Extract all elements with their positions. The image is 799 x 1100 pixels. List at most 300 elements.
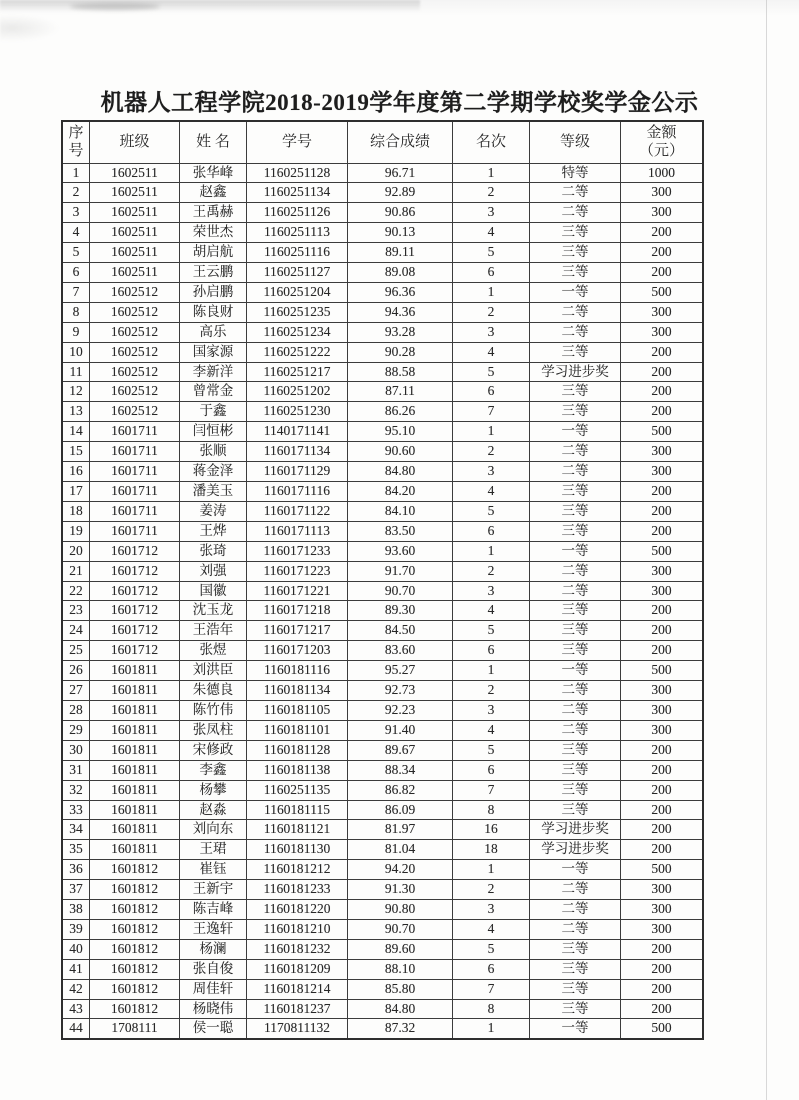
cell-rank: 5: [453, 939, 530, 959]
cell-class: 1601712: [90, 561, 180, 581]
cell-student-id: 1160251222: [247, 342, 348, 362]
cell-score: 90.60: [348, 442, 453, 462]
cell-score: 91.30: [348, 880, 453, 900]
cell-student-id: 1160251113: [247, 223, 348, 243]
cell-name: 宋修政: [180, 740, 247, 760]
cell-level: 三等: [530, 979, 621, 999]
cell-amount: 200: [621, 382, 704, 402]
cell-score: 86.09: [348, 800, 453, 820]
cell-index: 5: [62, 243, 90, 263]
cell-amount: 500: [621, 422, 704, 442]
cell-level: 三等: [530, 402, 621, 422]
cell-rank: 4: [453, 342, 530, 362]
cell-index: 14: [62, 422, 90, 442]
table-row: [62, 282, 703, 302]
cell-amount: 300: [621, 561, 704, 581]
cell-level: 二等: [530, 322, 621, 342]
scholarship-table: [61, 120, 704, 1040]
cell-index: 11: [62, 362, 90, 382]
table-row: [62, 860, 703, 880]
cell-index: 41: [62, 959, 90, 979]
cell-rank: 2: [453, 302, 530, 322]
cell-rank: 4: [453, 601, 530, 621]
cell-rank: 3: [453, 700, 530, 720]
cell-amount: 500: [621, 860, 704, 880]
cell-score: 84.80: [348, 462, 453, 482]
cell-class: 1601712: [90, 641, 180, 661]
cell-student-id: 1160171122: [247, 501, 348, 521]
cell-score: 94.36: [348, 302, 453, 322]
cell-class: 1601812: [90, 880, 180, 900]
cell-score: 93.60: [348, 541, 453, 561]
cell-class: 1601811: [90, 780, 180, 800]
cell-level: 三等: [530, 482, 621, 502]
table-body: [62, 163, 703, 1039]
cell-student-id: 1160181101: [247, 720, 348, 740]
cell-rank: 6: [453, 382, 530, 402]
cell-rank: 5: [453, 362, 530, 382]
scan-paper-edge: [766, 0, 767, 1100]
cell-rank: 7: [453, 402, 530, 422]
cell-amount: 500: [621, 1019, 704, 1039]
cell-name: 王烨: [180, 521, 247, 541]
cell-index: 4: [62, 223, 90, 243]
cell-rank: 6: [453, 263, 530, 283]
cell-level: 三等: [530, 800, 621, 820]
cell-rank: 1: [453, 422, 530, 442]
cell-rank: 1: [453, 661, 530, 681]
cell-index: 20: [62, 541, 90, 561]
cell-index: 40: [62, 939, 90, 959]
cell-rank: 2: [453, 561, 530, 581]
cell-class: 1602511: [90, 243, 180, 263]
cell-name: 张琦: [180, 541, 247, 561]
cell-class: 1602512: [90, 402, 180, 422]
column-header-level: 等级: [530, 121, 621, 163]
table-row: [62, 243, 703, 263]
cell-name: 刘向东: [180, 820, 247, 840]
cell-amount: 200: [621, 740, 704, 760]
cell-index: 32: [62, 780, 90, 800]
cell-student-id: 1160251217: [247, 362, 348, 382]
table-row: [62, 959, 703, 979]
cell-level: 一等: [530, 282, 621, 302]
cell-rank: 5: [453, 243, 530, 263]
cell-level: 二等: [530, 183, 621, 203]
cell-score: 88.10: [348, 959, 453, 979]
cell-amount: 300: [621, 700, 704, 720]
cell-level: 学习进步奖: [530, 840, 621, 860]
cell-name: 国家源: [180, 342, 247, 362]
cell-index: 38: [62, 900, 90, 920]
cell-student-id: 1160181210: [247, 919, 348, 939]
cell-index: 3: [62, 203, 90, 223]
table-row: [62, 641, 703, 661]
cell-level: 三等: [530, 740, 621, 760]
cell-name: 荣世杰: [180, 223, 247, 243]
cell-student-id: 1160251134: [247, 183, 348, 203]
cell-amount: 200: [621, 621, 704, 641]
cell-amount: 200: [621, 243, 704, 263]
table-row: [62, 302, 703, 322]
cell-class: 1601812: [90, 959, 180, 979]
cell-class: 1601711: [90, 521, 180, 541]
cell-index: 23: [62, 601, 90, 621]
cell-rank: 7: [453, 979, 530, 999]
cell-rank: 2: [453, 442, 530, 462]
cell-student-id: 1160181237: [247, 999, 348, 1019]
cell-index: 33: [62, 800, 90, 820]
cell-level: 一等: [530, 1019, 621, 1039]
cell-rank: 1: [453, 541, 530, 561]
table-row: [62, 342, 703, 362]
column-header-rank: 名次: [453, 121, 530, 163]
table-row: [62, 263, 703, 283]
cell-student-id: 1160181232: [247, 939, 348, 959]
cell-amount: 500: [621, 282, 704, 302]
cell-name: 国徽: [180, 581, 247, 601]
cell-amount: 300: [621, 720, 704, 740]
cell-student-id: 1160171134: [247, 442, 348, 462]
table-row: [62, 362, 703, 382]
cell-amount: 200: [621, 979, 704, 999]
cell-rank: 1: [453, 282, 530, 302]
cell-name: 于鑫: [180, 402, 247, 422]
cell-score: 96.36: [348, 282, 453, 302]
cell-class: 1601811: [90, 800, 180, 820]
cell-class: 1601812: [90, 900, 180, 920]
cell-amount: 200: [621, 939, 704, 959]
cell-class: 1602512: [90, 342, 180, 362]
cell-name: 曾常金: [180, 382, 247, 402]
cell-level: 一等: [530, 661, 621, 681]
cell-level: 三等: [530, 641, 621, 661]
cell-name: 朱德良: [180, 681, 247, 701]
cell-level: 二等: [530, 581, 621, 601]
cell-index: 2: [62, 183, 90, 203]
cell-level: 学习进步奖: [530, 362, 621, 382]
table-row: [62, 422, 703, 442]
cell-amount: 200: [621, 999, 704, 1019]
cell-name: 李鑫: [180, 760, 247, 780]
cell-student-id: 1160181116: [247, 661, 348, 681]
cell-student-id: 1160181212: [247, 860, 348, 880]
cell-score: 92.23: [348, 700, 453, 720]
cell-name: 李新洋: [180, 362, 247, 382]
cell-index: 25: [62, 641, 90, 661]
cell-amount: 300: [621, 681, 704, 701]
cell-level: 二等: [530, 302, 621, 322]
cell-name: 周佳轩: [180, 979, 247, 999]
cell-student-id: 1160251230: [247, 402, 348, 422]
cell-student-id: 1160251135: [247, 780, 348, 800]
cell-class: 1601712: [90, 621, 180, 641]
cell-name: 王云鹏: [180, 263, 247, 283]
cell-name: 潘美玉: [180, 482, 247, 502]
cell-amount: 300: [621, 880, 704, 900]
cell-student-id: 1160251127: [247, 263, 348, 283]
cell-class: 1602511: [90, 183, 180, 203]
cell-amount: 200: [621, 342, 704, 362]
table-row: [62, 681, 703, 701]
cell-amount: 200: [621, 402, 704, 422]
cell-amount: 500: [621, 541, 704, 561]
cell-score: 89.11: [348, 243, 453, 263]
cell-class: 1601811: [90, 740, 180, 760]
cell-student-id: 1160171129: [247, 462, 348, 482]
cell-class: 1601712: [90, 541, 180, 561]
cell-name: 王珺: [180, 840, 247, 860]
column-header-class: 班级: [90, 121, 180, 163]
cell-name: 陈良财: [180, 302, 247, 322]
cell-index: 19: [62, 521, 90, 541]
cell-amount: 200: [621, 521, 704, 541]
cell-class: 1601811: [90, 840, 180, 860]
cell-student-id: 1160171203: [247, 641, 348, 661]
cell-score: 95.10: [348, 422, 453, 442]
column-header-amount: 金额 （元）: [621, 121, 704, 163]
cell-rank: 3: [453, 581, 530, 601]
cell-class: 1601711: [90, 501, 180, 521]
cell-score: 85.80: [348, 979, 453, 999]
table-row: [62, 322, 703, 342]
table-row: [62, 581, 703, 601]
cell-level: 三等: [530, 601, 621, 621]
cell-name: 姜涛: [180, 501, 247, 521]
cell-rank: 6: [453, 760, 530, 780]
table-row: [62, 760, 703, 780]
cell-class: 1601711: [90, 422, 180, 442]
cell-score: 90.28: [348, 342, 453, 362]
cell-index: 8: [62, 302, 90, 322]
cell-amount: 200: [621, 760, 704, 780]
cell-score: 91.40: [348, 720, 453, 740]
cell-level: 二等: [530, 919, 621, 939]
cell-name: 闫恒彬: [180, 422, 247, 442]
cell-score: 81.97: [348, 820, 453, 840]
cell-student-id: 1160181115: [247, 800, 348, 820]
cell-name: 崔钰: [180, 860, 247, 880]
cell-class: 1602512: [90, 322, 180, 342]
cell-score: 86.82: [348, 780, 453, 800]
cell-rank: 3: [453, 203, 530, 223]
cell-rank: 6: [453, 959, 530, 979]
cell-level: 特等: [530, 163, 621, 183]
cell-score: 90.86: [348, 203, 453, 223]
cell-index: 24: [62, 621, 90, 641]
cell-class: 1602511: [90, 203, 180, 223]
cell-rank: 4: [453, 223, 530, 243]
cell-class: 1601812: [90, 939, 180, 959]
cell-rank: 3: [453, 462, 530, 482]
cell-name: 王新宇: [180, 880, 247, 900]
cell-rank: 2: [453, 681, 530, 701]
cell-index: 43: [62, 999, 90, 1019]
cell-amount: 300: [621, 203, 704, 223]
cell-amount: 300: [621, 462, 704, 482]
cell-score: 95.27: [348, 661, 453, 681]
cell-student-id: 1160171233: [247, 541, 348, 561]
scan-artifact-top: [0, 0, 420, 12]
table-row: [62, 840, 703, 860]
cell-index: 28: [62, 700, 90, 720]
cell-rank: 5: [453, 621, 530, 641]
cell-student-id: 1160251234: [247, 322, 348, 342]
table-row: [62, 740, 703, 760]
cell-score: 88.58: [348, 362, 453, 382]
cell-level: 三等: [530, 780, 621, 800]
cell-name: 胡启航: [180, 243, 247, 263]
cell-index: 26: [62, 661, 90, 681]
cell-index: 42: [62, 979, 90, 999]
cell-rank: 5: [453, 501, 530, 521]
table-row: [62, 561, 703, 581]
cell-score: 94.20: [348, 860, 453, 880]
cell-student-id: 1160171218: [247, 601, 348, 621]
cell-amount: 200: [621, 482, 704, 502]
cell-student-id: 1160171223: [247, 561, 348, 581]
cell-amount: 200: [621, 800, 704, 820]
cell-level: 学习进步奖: [530, 820, 621, 840]
table-header: [62, 121, 703, 163]
header-row: [62, 121, 703, 163]
cell-score: 86.26: [348, 402, 453, 422]
cell-student-id: 1160181233: [247, 880, 348, 900]
cell-class: 1602512: [90, 382, 180, 402]
cell-level: 三等: [530, 243, 621, 263]
cell-score: 92.89: [348, 183, 453, 203]
cell-name: 沈玉龙: [180, 601, 247, 621]
cell-amount: 200: [621, 362, 704, 382]
cell-rank: 3: [453, 322, 530, 342]
cell-class: 1601711: [90, 442, 180, 462]
cell-class: 1602511: [90, 223, 180, 243]
cell-score: 90.70: [348, 581, 453, 601]
cell-amount: 1000: [621, 163, 704, 183]
cell-class: 1601712: [90, 601, 180, 621]
table-row: [62, 919, 703, 939]
table-row: [62, 541, 703, 561]
cell-name: 蒋金泽: [180, 462, 247, 482]
cell-rank: 3: [453, 900, 530, 920]
cell-index: 10: [62, 342, 90, 362]
table-row: [62, 382, 703, 402]
page-title: 机器人工程学院2018-2019学年度第二学期学校奖学金公示: [100, 90, 699, 115]
cell-student-id: 1160181138: [247, 760, 348, 780]
cell-score: 89.30: [348, 601, 453, 621]
cell-rank: 1: [453, 1019, 530, 1039]
cell-index: 1: [62, 163, 90, 183]
cell-name: 侯一聪: [180, 1019, 247, 1039]
cell-amount: 300: [621, 183, 704, 203]
column-header-index: 序 号: [62, 121, 90, 163]
cell-level: 二等: [530, 203, 621, 223]
cell-name: 孙启鹏: [180, 282, 247, 302]
table-row: [62, 720, 703, 740]
cell-name: 陈吉峰: [180, 900, 247, 920]
cell-amount: 300: [621, 919, 704, 939]
cell-level: 三等: [530, 501, 621, 521]
cell-index: 7: [62, 282, 90, 302]
cell-score: 84.10: [348, 501, 453, 521]
table-row: [62, 880, 703, 900]
cell-class: 1601811: [90, 661, 180, 681]
cell-class: 1602512: [90, 302, 180, 322]
cell-level: 三等: [530, 521, 621, 541]
table-row: [62, 700, 703, 720]
table-row: [62, 661, 703, 681]
cell-student-id: 1160251126: [247, 203, 348, 223]
cell-score: 84.20: [348, 482, 453, 502]
cell-index: 22: [62, 581, 90, 601]
cell-class: 1601811: [90, 700, 180, 720]
cell-class: 1602512: [90, 282, 180, 302]
scan-artifact-blob: [70, 3, 160, 10]
cell-index: 31: [62, 760, 90, 780]
table-row: [62, 780, 703, 800]
cell-index: 27: [62, 681, 90, 701]
table-row: [62, 621, 703, 641]
cell-score: 89.67: [348, 740, 453, 760]
table-row: [62, 601, 703, 621]
cell-student-id: 1160171113: [247, 521, 348, 541]
cell-amount: 300: [621, 322, 704, 342]
table-row: [62, 482, 703, 502]
cell-score: 91.70: [348, 561, 453, 581]
cell-score: 87.32: [348, 1019, 453, 1039]
table-row: [62, 800, 703, 820]
cell-amount: 200: [621, 820, 704, 840]
cell-amount: 500: [621, 661, 704, 681]
table-row: [62, 939, 703, 959]
cell-name: 刘洪臣: [180, 661, 247, 681]
cell-level: 三等: [530, 621, 621, 641]
cell-index: 21: [62, 561, 90, 581]
cell-rank: 8: [453, 800, 530, 820]
cell-class: 1601811: [90, 681, 180, 701]
cell-class: 1601812: [90, 979, 180, 999]
cell-amount: 300: [621, 581, 704, 601]
cell-class: 1601812: [90, 919, 180, 939]
cell-level: 二等: [530, 700, 621, 720]
cell-index: 37: [62, 880, 90, 900]
cell-student-id: 1160181214: [247, 979, 348, 999]
cell-student-id: 1160171116: [247, 482, 348, 502]
cell-score: 83.60: [348, 641, 453, 661]
cell-amount: 200: [621, 601, 704, 621]
cell-name: 赵鑫: [180, 183, 247, 203]
table-row: [62, 979, 703, 999]
cell-rank: 4: [453, 720, 530, 740]
cell-rank: 8: [453, 999, 530, 1019]
cell-name: 刘强: [180, 561, 247, 581]
cell-amount: 200: [621, 641, 704, 661]
cell-student-id: 1160181105: [247, 700, 348, 720]
cell-class: 1601811: [90, 720, 180, 740]
cell-amount: 200: [621, 780, 704, 800]
cell-index: 36: [62, 860, 90, 880]
cell-class: 1602512: [90, 362, 180, 382]
cell-name: 张凤柱: [180, 720, 247, 740]
cell-level: 一等: [530, 860, 621, 880]
cell-level: 三等: [530, 959, 621, 979]
table-row: [62, 900, 703, 920]
table-row: [62, 223, 703, 243]
cell-student-id: 1160181134: [247, 681, 348, 701]
cell-level: 三等: [530, 263, 621, 283]
cell-student-id: 1160251128: [247, 163, 348, 183]
cell-amount: 200: [621, 501, 704, 521]
